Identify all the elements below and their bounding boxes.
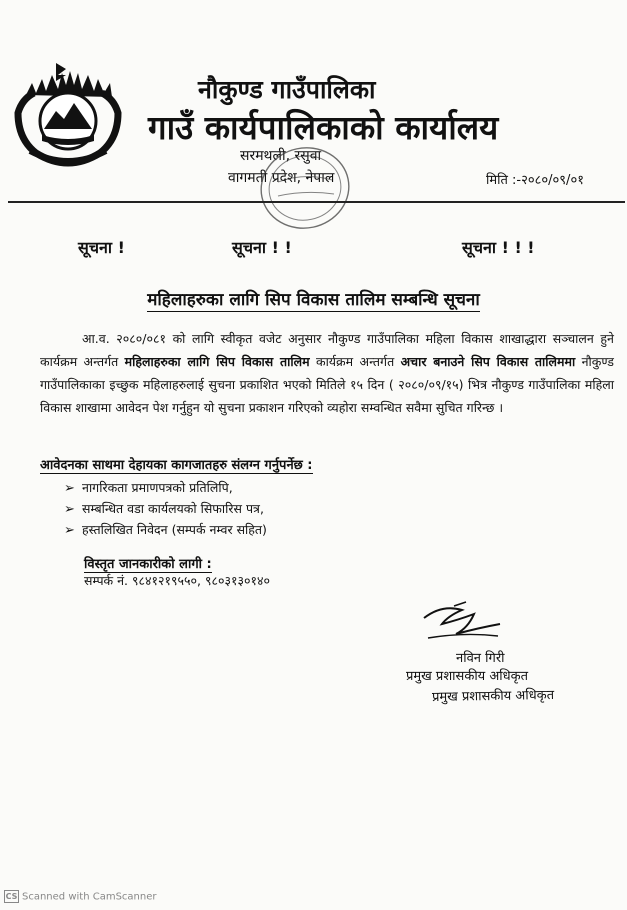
- info-heading: विस्तृत जानकारीको लागी :: [84, 554, 212, 573]
- list-item: [64, 519, 267, 540]
- scanner-watermark: [4, 890, 157, 903]
- office-title: गाउँ कार्यपालिकाको कार्यालय: [148, 108, 499, 147]
- document-item-3: हस्तलिखित निवेदन (सम्पर्क नम्वर सहित): [82, 522, 267, 537]
- signatory-name: नविन गिरी: [456, 651, 505, 666]
- address-line-2: वागमती प्रदेश, नेपाल: [228, 170, 335, 186]
- signature-icon: [418, 598, 508, 646]
- municipality-emblem-icon: [12, 55, 124, 167]
- body-bold-1: महिलाहरुका लागि सिप विकास तालिम: [124, 354, 310, 369]
- issue-date: मिति :-२०८०/०९/०१: [486, 173, 584, 188]
- office-stamp-icon: [256, 142, 354, 234]
- body-text-1: आ.व. २०८०/०८१ को लागि स्वीकृत वजेट अनुसार नौकुण्ड गाउँपालिका महिला विकास शाखाद्धारा सञ्चालन हुने कार्यक्रम अन्तर्गत: [40, 331, 614, 369]
- body-bold-2: अचार बनाउने सिप विकास तालिममा: [400, 354, 576, 369]
- notice-subject: [0, 287, 627, 310]
- arrow-bullet-icon: ➢: [64, 523, 75, 538]
- notice-label-2: सूचना ! !: [232, 238, 292, 257]
- notice-label-3: सूचना ! ! !: [462, 238, 535, 257]
- list-item: [64, 498, 267, 519]
- address-line-1: सरमथली, रसुवा: [240, 148, 322, 164]
- signatory-title: प्रमुख प्रशासकीय अधिकृत: [406, 669, 529, 684]
- contact-numbers: सम्पर्क नं. ९८४१२१९५५०, ९८०३१३०१४०: [84, 573, 270, 588]
- notice-body: [40, 327, 614, 419]
- notice-label-1: सूचना !: [78, 238, 125, 257]
- body-text-3: नौकुण्ड गाउँपालिकाका इच्छुक महिलाहरुलाई सुचना प्रकाशित भएको मितिले १५ दिन ( २०८०/०९/१५) भित्र नौकुण्ड गाउँपालिका महिला विकास शाखामा आवेदन पेश गर्नुहुन यो सुचना प्रकाशन गरिएको व्यहोरा सम्वन्धित सवैमा सुचित गरिन्छ ।: [40, 354, 614, 415]
- municipality-name: नौकुण्ड गाउँपालिका: [198, 75, 376, 104]
- watermark-text: Scanned with CamScanner: [22, 891, 157, 903]
- body-paragraph: [40, 327, 614, 419]
- document-item-2: सम्बन्धित वडा कार्यलयको सिफारिस पत्र,: [82, 501, 264, 516]
- header-divider: [8, 201, 625, 203]
- signatory-title-stamp: प्रमुख प्रशासकीय अधिकृत: [431, 687, 555, 706]
- camscanner-logo-icon: CS: [5, 892, 18, 901]
- documents-list: [64, 477, 267, 540]
- arrow-bullet-icon: ➢: [64, 481, 75, 496]
- notice-subject-text: महिलाहरुका लागि सिप विकास तालिम सम्बन्धि सूचना: [147, 290, 480, 310]
- arrow-bullet-icon: ➢: [64, 502, 75, 517]
- document-item-1: नागरिकता प्रमाणपत्रको प्रतिलिपि,: [82, 480, 233, 495]
- body-text-2: कार्यक्रम अन्तर्गत: [309, 354, 401, 369]
- list-item: [64, 477, 267, 498]
- documents-heading: आवेदनका साथमा देहायका कागजातहरु संलग्न गर्नुपर्नेछ :: [40, 455, 313, 474]
